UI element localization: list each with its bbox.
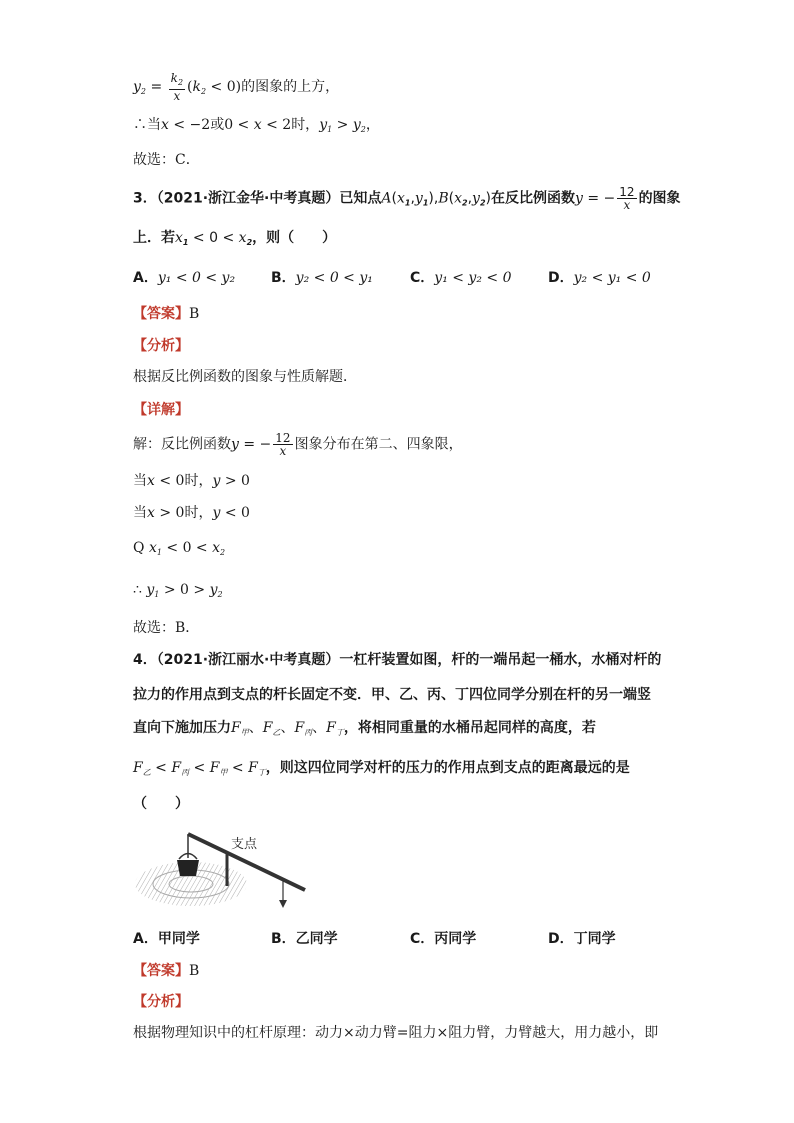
q3-detail-1: 解：反比例函数y = − $\frac{12}{x}$ 图象分布在第二、四象限， xyxy=(133,431,463,458)
q3-detail-5: ∴ $y_1 > 0 > y_2$ xyxy=(133,582,223,599)
question-4-line-3: 直向下施加压力$F_甲$、$F_乙$、$F_丙$、$F_丁$，将相同重量的水桶吊起同样的高度，若 xyxy=(133,720,596,737)
question-4-line-2: 拉力的作用点到支点的杆长固定不变．甲、乙、丙、丁四位同学分别在杆的另一端竖 xyxy=(133,687,651,703)
q4-option-c[interactable]: C．丙同学 xyxy=(410,931,477,947)
q3-option-d[interactable]: D．y₂ < y₁ < 0 xyxy=(548,270,651,286)
arrow-down-icon xyxy=(279,900,287,908)
lever-figure xyxy=(133,828,308,910)
bucket-icon xyxy=(177,860,199,876)
q4-answer: 【答案】B xyxy=(133,963,200,979)
question-4-paren: （ ） xyxy=(133,796,189,812)
question-3-line-2: 上．若$x_1 < 0 < x_2$，则（ ） xyxy=(133,230,337,247)
q3-option-a[interactable]: A．y₁ < 0 < y₂ xyxy=(133,270,236,286)
q4-option-a[interactable]: A．甲同学 xyxy=(133,931,200,947)
text-line-3: 故选：C． xyxy=(133,152,200,168)
q4-analysis-tag: 【分析】 xyxy=(133,994,189,1010)
q3-option-b[interactable]: B．y₂ < 0 < y₁ xyxy=(271,270,373,286)
q3-answer: 【答案】B xyxy=(133,306,200,322)
q4-analysis: 根据物理知识中的杠杆原理：动力×动力臂=阻力×阻力臂，力臂越大，用力越小，即 xyxy=(133,1025,659,1041)
q3-option-c[interactable]: C．y₁ < y₂ < 0 xyxy=(410,270,512,286)
text-line-2: ∴当x < −2或0 < x < 2时，$y_1 > y_2$， xyxy=(133,117,380,134)
q3-detail-3: 当x > 0时，y < 0 xyxy=(133,505,250,521)
q3-detail-tag: 【详解】 xyxy=(133,402,189,418)
text-line-1: $y_2$ = $\frac{k_2}{x}$ $(k_2 < 0)$的图象的上方， xyxy=(133,71,340,103)
question-4-line-4: $F_乙 < F_丙 < F_甲 < F_丁$，则这四位同学对杆的压力的作用点到支点的距离最远的是 xyxy=(133,760,630,777)
question-3-header: 3．（2021·浙江金华·中考真题）已知点$A(x_1,y_1),B(x_2,y_2)$在反比例函数y = − $\frac{12}{x}$ 的图象 xyxy=(133,185,681,212)
q4-option-b[interactable]: B．乙同学 xyxy=(271,931,338,947)
q3-analysis: 根据反比例函数的图象与性质解题． xyxy=(133,369,357,385)
q3-conclusion: 故选：B． xyxy=(133,620,200,636)
q3-analysis-tag: 【分析】 xyxy=(133,338,189,354)
q3-detail-2: 当x < 0时，y > 0 xyxy=(133,473,250,489)
q3-detail-4: Q $x_1 < 0 < x_2$ xyxy=(133,540,226,557)
fulcrum-label: 支点 xyxy=(231,837,258,852)
question-4-header: 4．（2021·浙江丽水·中考真题）一杠杆装置如图，杆的一端吊起一桶水，水桶对杆的 xyxy=(133,652,662,668)
q4-option-d[interactable]: D．丁同学 xyxy=(548,931,616,947)
